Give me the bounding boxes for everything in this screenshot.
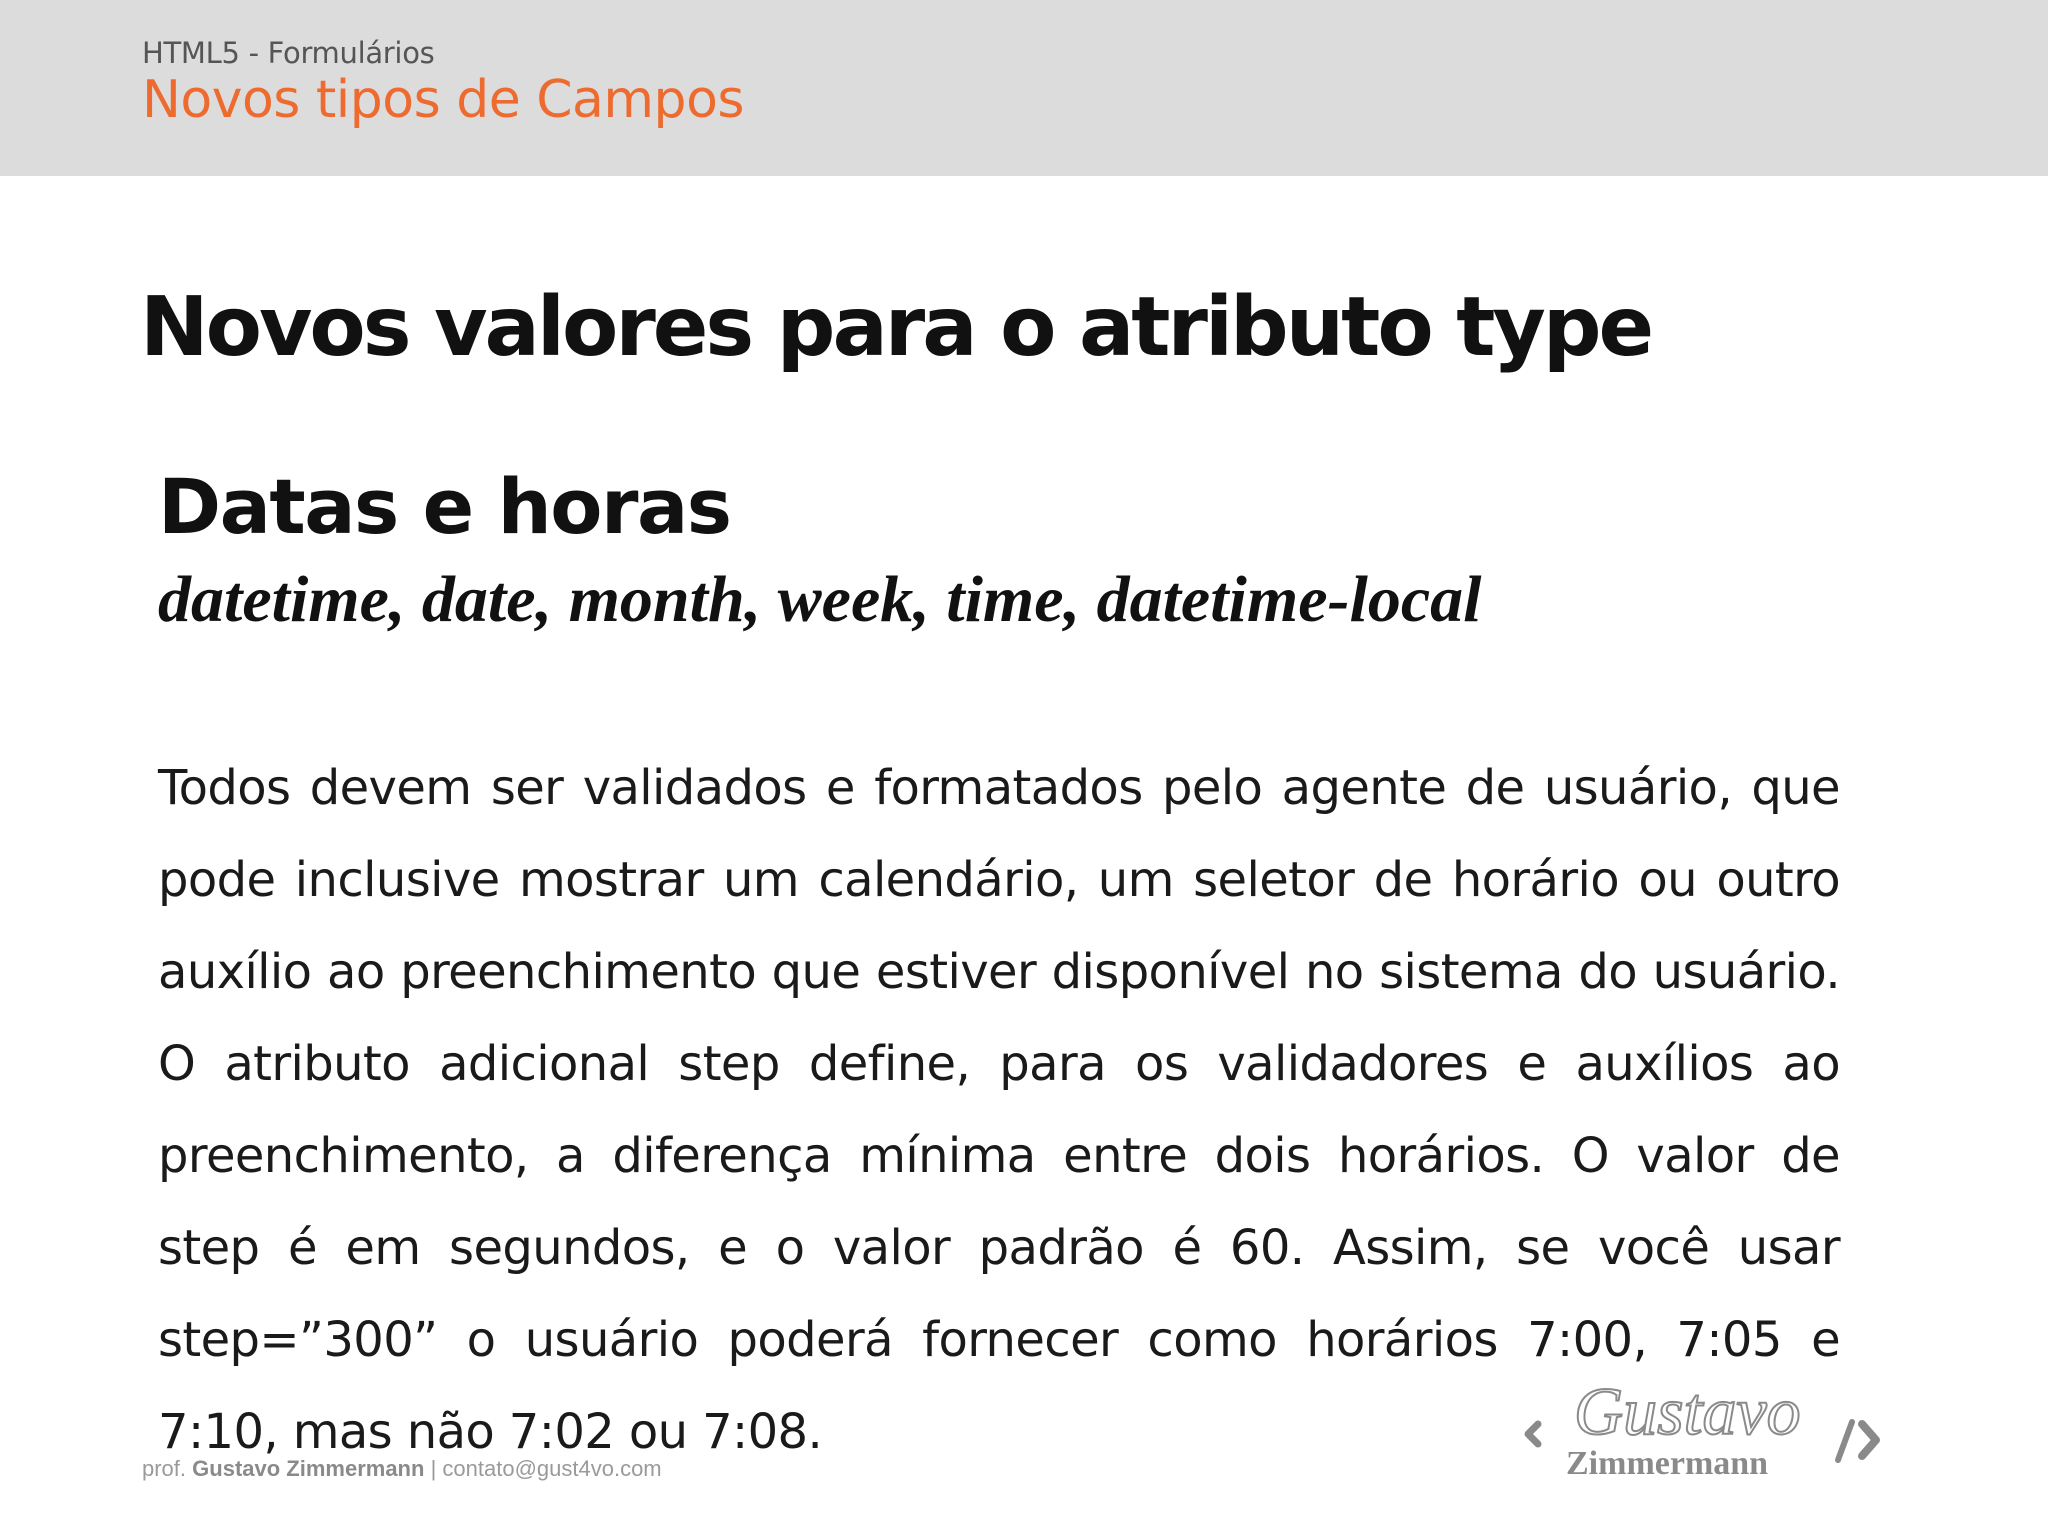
footer	[142, 1456, 662, 1482]
body-paragraph: Todos devem ser validados e formatados pelo agente de usuário, que pode inclusive mostrar um calendário, um seletor de horário ou outro auxílio ao preenchimento que estiver disponível no sistema do usuário. O atributo adicional step define, para os validadores e auxílios ao preenchimento, a diferença mínima entre dois horários. O valor de step é em segundos, e o valor padrão é 60. Assim, se você usar step=”300” o usuário poderá fornecer como horários 7:00, 7:05 e 7:10, mas não 7:02 ou 7:08.	[158, 760, 1840, 1460]
subsection-title: Datas e horas	[158, 462, 731, 551]
footer-prefix: prof.	[142, 1456, 187, 1481]
left-chevron-icon	[1528, 1424, 1538, 1444]
footer-email: contato@gust4vo.com	[442, 1456, 662, 1481]
footer-separator: |	[430, 1456, 437, 1481]
logo-block-text: Zimmermann	[1566, 1445, 1769, 1482]
author-logo	[1520, 1372, 1890, 1482]
course-label: HTML5 - Formulários	[142, 36, 435, 70]
section-title: Novos tipos de Campos	[142, 70, 744, 130]
input-types-list: datetime, date, month, week, time, datetime-local	[158, 563, 1482, 636]
logo-script-text: Gustavo	[1574, 1373, 1801, 1449]
right-chevron-icon	[1862, 1424, 1876, 1456]
main-title: Novos valores para o atributo type	[140, 280, 1652, 375]
author-logo-graphic	[1520, 1372, 1890, 1482]
footer-author-name: Gustavo Zimmermann	[192, 1456, 425, 1481]
slash-icon	[1838, 1422, 1852, 1460]
header-band	[0, 0, 2048, 176]
